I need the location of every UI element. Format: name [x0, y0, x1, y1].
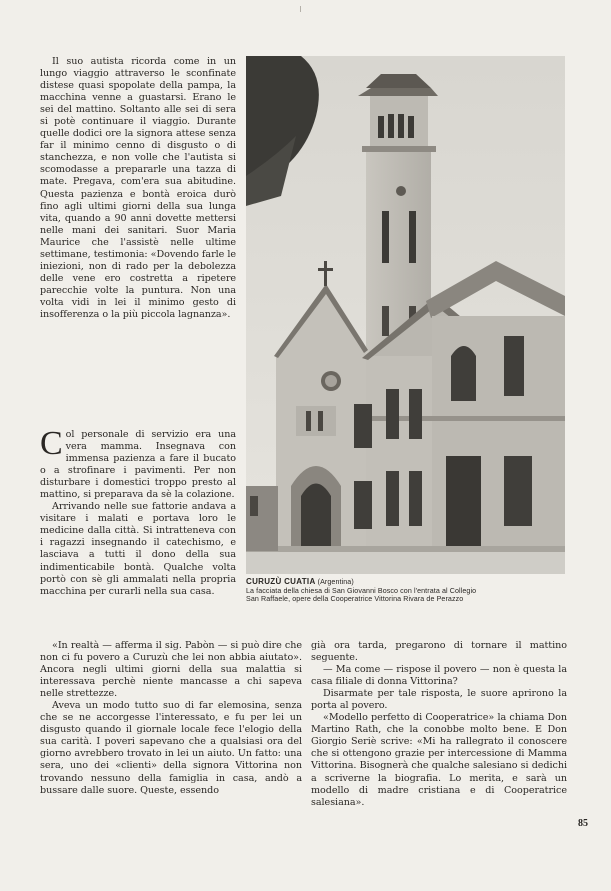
caption-place: CURUZÙ CUATIA: [246, 577, 316, 586]
text-block-top: [40, 56, 236, 321]
text-block-bottom-right: [311, 640, 567, 809]
paragraph-text: ol personale di servizio era una vera mamma. Insegnava con immensa pazienza a fare il bucato o a strofinare i pavimenti. Per non disturbare i domestici troppo presto al mattino, si preparava da sè la colazione.: [40, 429, 236, 501]
text-block-bottom-left: [40, 640, 302, 797]
paragraph: Il suo autista ricorda come in un lungo viaggio attraverso le sconfinate distese quasi spopolate della pampa, la macchina venne a guastarsi. Erano le sei del mattino. Soltanto alle sei di sera si potè continuare il viaggio. Durante quelle dodici ore la signora attese senza far il minimo cenno di disgusto o di stanchezza, e non volle che l'autista si scomodasse a prepararle una tazza di mate. Pregava, com'era sua abitudine. Questa pazienza e bontà eroica durò fino agli ultimi giorni della sua lunga vita, quando a 90 anni dovette mettersi nelle mani dei sanitari. Suor Maria Maurice che l'assistè nelle ultime settimane, testimonia: «Dovendo farle le iniezioni, non di rado per la debolezza delle vene ero costretta a ripetere parecchie volte la puntura. Non una volta vidi in lei il minimo gesto di insofferenza o la più piccola lagnanza».: [40, 56, 236, 320]
paragraph: Aveva un modo tutto suo di far elemosina, senza che se ne accorgesse l'interessato, e fu per lei un disgusto quando il giornale locale fece l'elogio della sua carità. I poveri sapevano che a qualsiasi ora del giorno avrebbero trovato in lei un aiuto. Un fatto: una sera, uno dei «clienti» della signora Vittorina non trovando nessuno della famiglia in casa, andò a bussare dalle suore. Queste, essendo: [40, 700, 302, 796]
paragraph: «Modello perfetto di Cooperatrice» la chiama Don Martino Rath, che la conobbe molto bene. E Don Giorgio Seriè scrive: «Mi ha rallegrato il conoscere che si ottengono grazie per intercessione di Mamma Vittorina. Bisognerà che qualche salesiano si dedichi a scriverne la biografia. Lo merita, e sarà un modello di madre cristiana e di Cooperatrice salesiana».: [311, 712, 567, 808]
page-number: 85: [578, 818, 588, 829]
paragraph: «In realtà — afferma il sig. Pabòn — si può dire che non ci fu povero a Curuzù che lei non abbia aiutato». Ancora negli ultimi giorni della sua malattia si interessava perchè niente mancasse a chi sapeva nelle strettezze.: [40, 640, 302, 700]
caption-region: (Argentina): [317, 578, 354, 586]
church-photo: [246, 56, 565, 574]
caption-heading: [246, 578, 576, 587]
paragraph-dropcap: [40, 425, 236, 501]
paragraph: Arrivando nelle sue fattorie andava a visitare i malati e portava loro le medicine dalla città. Si intratteneva con i ragazzi insegnando il catechismo, e lasciava a tutti il dono della sua indimenticabile bontà. Qualche volta portò con sè gli ammalati nella propria macchina per curarli nella sua casa.: [40, 501, 236, 597]
drop-cap: C: [40, 425, 63, 462]
caption-line-1: La facciata della chiesa di San Giovanni Bosco con l'entrata al Collegio: [246, 586, 477, 595]
page-mark: [300, 6, 301, 12]
caption-line-2: San Raffaele, opere della Cooperatrice Vittorina Rivara de Perazzo: [246, 595, 464, 604]
text-block-middle: [40, 425, 236, 598]
paragraph: Disarmate per tale risposta, le suore aprirono la porta al povero.: [311, 688, 567, 712]
photo-caption: [246, 578, 576, 604]
paragraph: — Ma come — rispose il povero — non è questa la casa filiale di donna Vittorina?: [311, 664, 567, 688]
paragraph: già ora tarda, pregarono di tornare il mattino seguente.: [311, 640, 567, 664]
